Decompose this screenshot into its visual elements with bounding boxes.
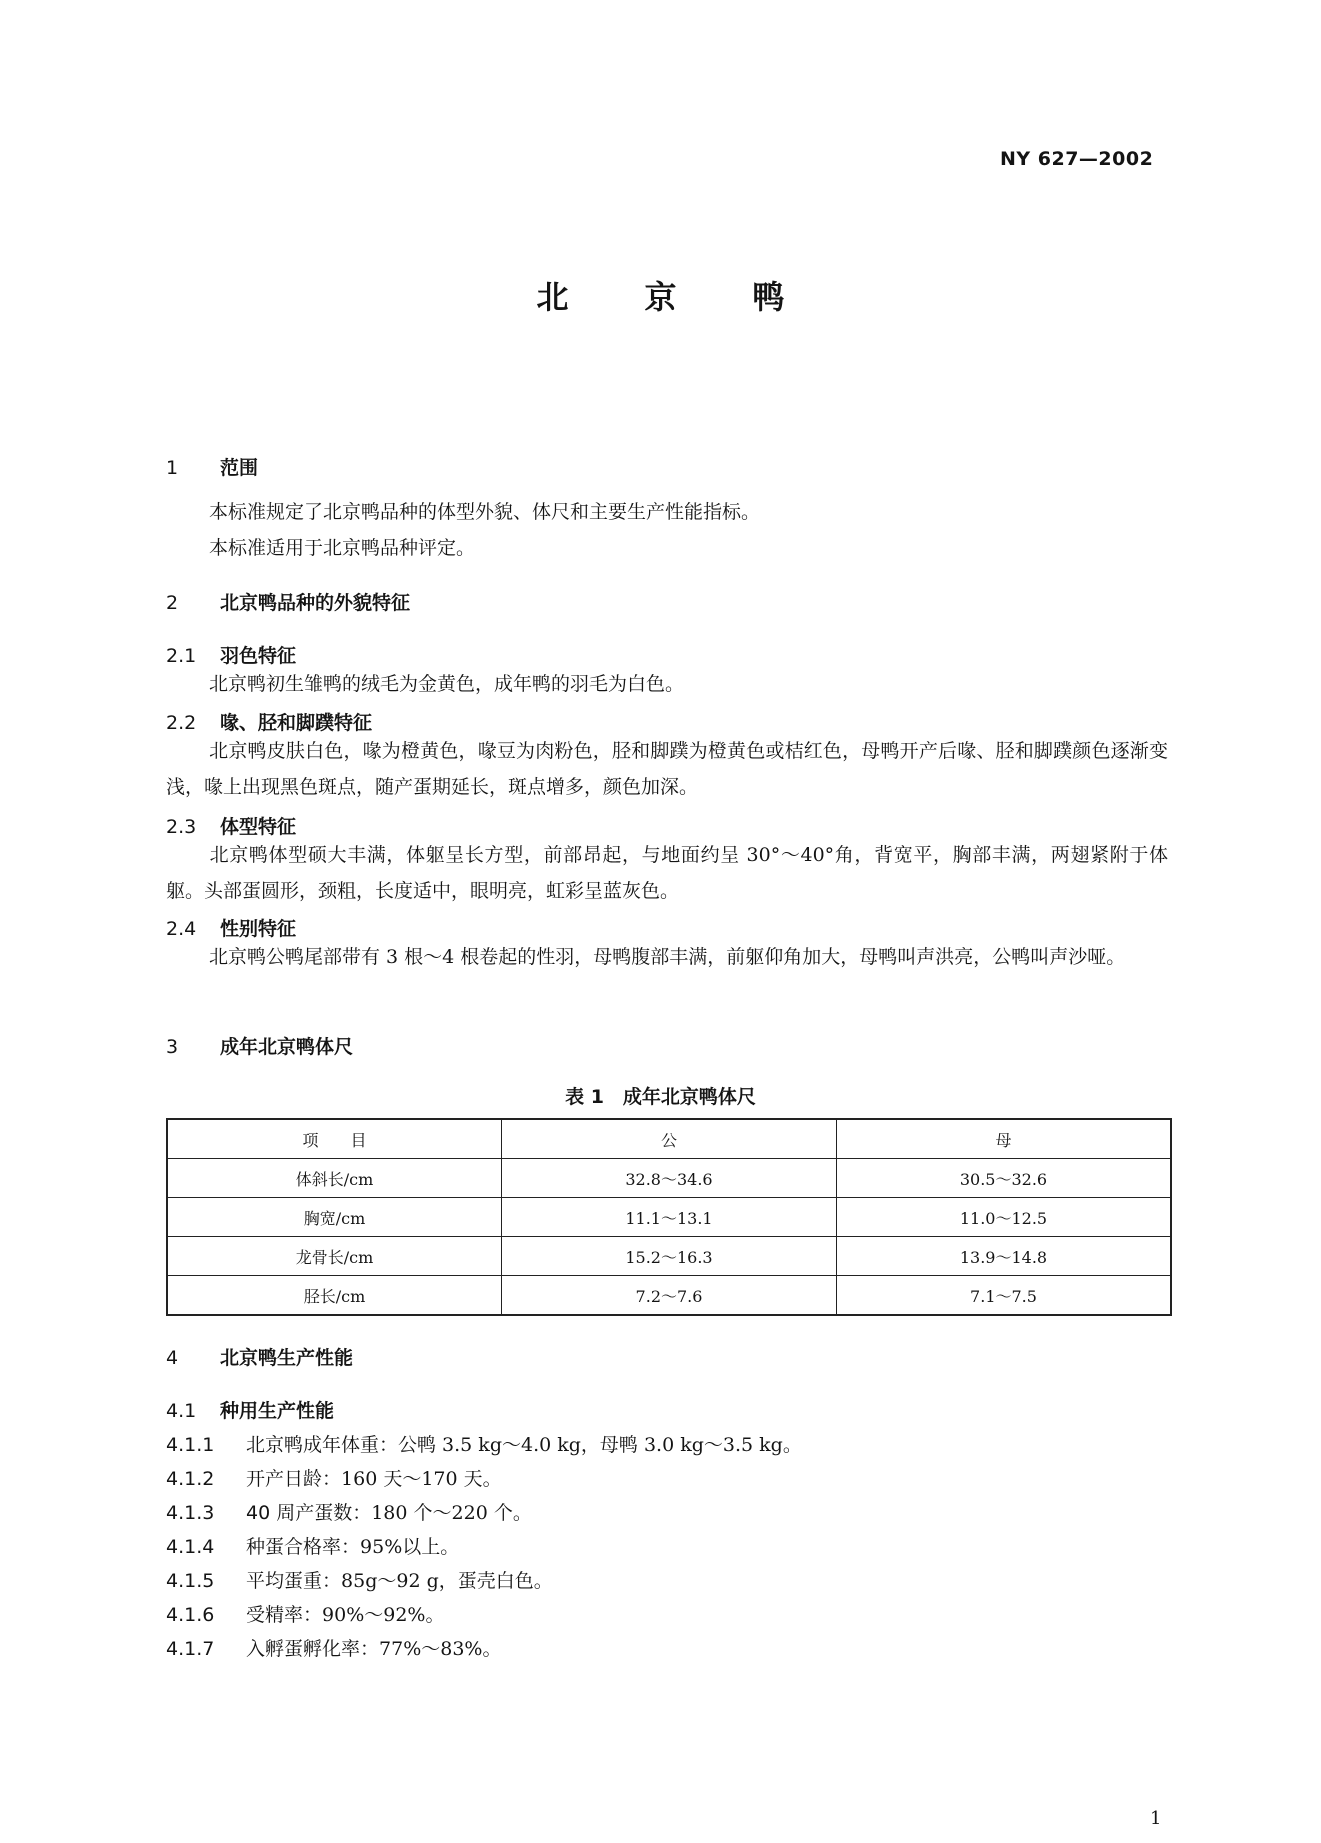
item-value: ：95%以上。 [341, 1536, 460, 1558]
paragraph-text: 北京鸭皮肤白色，喙为橙黄色，喙豆为肉粉色，胫和脚蹼为橙黄色或桔红色，母鸭开产后喙、胫和脚蹼颜色逐渐变浅，喙上出现黑色斑点，随产蛋期延长，斑点增多，颜色加深。 [166, 740, 1168, 798]
section-2-1-heading [166, 641, 296, 668]
section-title: 喙、胫和脚蹼特征 [220, 712, 373, 734]
table-cell: 龙骨长/cm [167, 1237, 502, 1276]
section-number: 2.2 [166, 712, 197, 734]
table-cell: 11.0～12.5 [837, 1198, 1172, 1237]
table-row [167, 1159, 1171, 1198]
document-title [0, 272, 1321, 318]
table-row [167, 1198, 1171, 1237]
item-label: 种蛋合格率 [246, 1536, 342, 1558]
table-row [167, 1276, 1171, 1316]
list-item [166, 1498, 532, 1525]
section-title: 体型特征 [220, 816, 297, 838]
section-1-para-2 [166, 530, 1168, 566]
section-4-1-heading [166, 1396, 334, 1423]
body-dimensions-table [166, 1118, 1172, 1316]
section-number: 2.4 [166, 918, 197, 940]
item-number: 4.1.2 [166, 1468, 215, 1490]
section-2-4-text [166, 939, 1168, 975]
section-2-4-heading [166, 914, 296, 941]
list-item [166, 1566, 553, 1593]
column-header: 项 目 [167, 1119, 502, 1159]
item-label: 平均蛋重 [246, 1570, 323, 1592]
paragraph-text: 北京鸭初生雏鸭的绒毛为金黄色，成年鸭的羽毛为白色。 [209, 673, 685, 695]
list-item [166, 1532, 459, 1559]
section-title: 性别特征 [220, 918, 297, 940]
list-item [166, 1430, 802, 1457]
table-cell: 7.1～7.5 [837, 1276, 1172, 1316]
section-number: 2 [166, 592, 179, 614]
item-label: 入孵蛋孵化率 [246, 1638, 361, 1660]
item-label: 受精率 [246, 1604, 304, 1626]
title-char: 北 [536, 278, 569, 316]
section-2-3-text [166, 837, 1168, 909]
item-number: 4.1.7 [166, 1638, 215, 1660]
list-item [166, 1634, 501, 1661]
section-2-2-text [166, 733, 1168, 805]
item-label: 40 周产蛋数 [246, 1502, 353, 1524]
table-cell: 胫长/cm [167, 1276, 502, 1316]
item-value: ：公鸭 3.5 kg～4.0 kg，母鸭 3.0 kg～3.5 kg。 [379, 1434, 802, 1456]
table-row [167, 1237, 1171, 1276]
item-value: ：90%～92%。 [303, 1604, 445, 1626]
page-number: 1 [1150, 1808, 1162, 1829]
section-4-heading [166, 1343, 353, 1370]
item-number: 4.1.3 [166, 1502, 215, 1524]
item-value: ：77%～83%。 [360, 1638, 502, 1660]
table-cell: 体斜长/cm [167, 1159, 502, 1198]
item-value: ：160 天～170 天。 [322, 1468, 502, 1490]
column-header: 公 [502, 1119, 837, 1159]
paragraph-text: 本标准适用于北京鸭品种评定。 [209, 537, 476, 559]
section-2-3-heading [166, 812, 296, 839]
section-2-heading [166, 588, 410, 615]
table-cell: 15.2～16.3 [502, 1237, 837, 1276]
section-2-2-heading [166, 708, 372, 735]
section-1-para-1 [166, 494, 1168, 530]
section-number: 4 [166, 1347, 179, 1369]
item-number: 4.1.5 [166, 1570, 215, 1592]
section-title: 种用生产性能 [220, 1400, 335, 1422]
section-title: 成年北京鸭体尺 [220, 1036, 354, 1058]
section-1-heading [166, 453, 258, 480]
table-header-row [167, 1119, 1171, 1159]
column-header: 母 [837, 1119, 1172, 1159]
section-number: 2.3 [166, 816, 197, 838]
item-label: 开产日龄 [246, 1468, 323, 1490]
standard-number: NY 627—2002 [1000, 148, 1154, 170]
list-item [166, 1464, 502, 1491]
table-cell: 30.5～32.6 [837, 1159, 1172, 1198]
item-label: 北京鸭成年体重 [246, 1434, 380, 1456]
section-number: 4.1 [166, 1400, 197, 1422]
title-char: 鸭 [752, 278, 785, 316]
item-number: 4.1.1 [166, 1434, 215, 1456]
table-cell: 7.2～7.6 [502, 1276, 837, 1316]
table-cell: 11.1～13.1 [502, 1198, 837, 1237]
section-title: 北京鸭品种的外貌特征 [220, 592, 411, 614]
table-cell: 32.8～34.6 [502, 1159, 837, 1198]
table-caption: 表 1 成年北京鸭体尺 [565, 1086, 756, 1108]
section-title: 范围 [220, 457, 259, 479]
item-number: 4.1.4 [166, 1536, 215, 1558]
title-char: 京 [644, 278, 677, 316]
paragraph-text: 本标准规定了北京鸭品种的体型外貌、体尺和主要生产性能指标。 [209, 501, 761, 523]
section-number: 2.1 [166, 645, 197, 667]
list-item [166, 1600, 444, 1627]
section-3-heading [166, 1032, 353, 1059]
section-number: 3 [166, 1036, 179, 1058]
section-title: 北京鸭生产性能 [220, 1347, 354, 1369]
section-2-1-text [166, 666, 1168, 702]
section-title: 羽色特征 [220, 645, 297, 667]
item-value: ：85g～92 g，蛋壳白色。 [322, 1570, 553, 1592]
item-value: ：180 个～220 个。 [352, 1502, 532, 1524]
table-cell: 胸宽/cm [167, 1198, 502, 1237]
item-number: 4.1.6 [166, 1604, 215, 1626]
paragraph-text: 北京鸭体型硕大丰满，体躯呈长方型，前部昂起，与地面约呈 30°～40°角，背宽平，胸部丰满，两翅紧附于体躯。头部蛋圆形，颈粗，长度适中，眼明亮，虹彩呈蓝灰色。 [166, 844, 1168, 902]
section-number: 1 [166, 457, 179, 479]
paragraph-text: 北京鸭公鸭尾部带有 3 根～4 根卷起的性羽，母鸭腹部丰满，前躯仰角加大，母鸭叫声洪亮，公鸭叫声沙哑。 [209, 946, 1126, 968]
table-cell: 13.9～14.8 [837, 1237, 1172, 1276]
